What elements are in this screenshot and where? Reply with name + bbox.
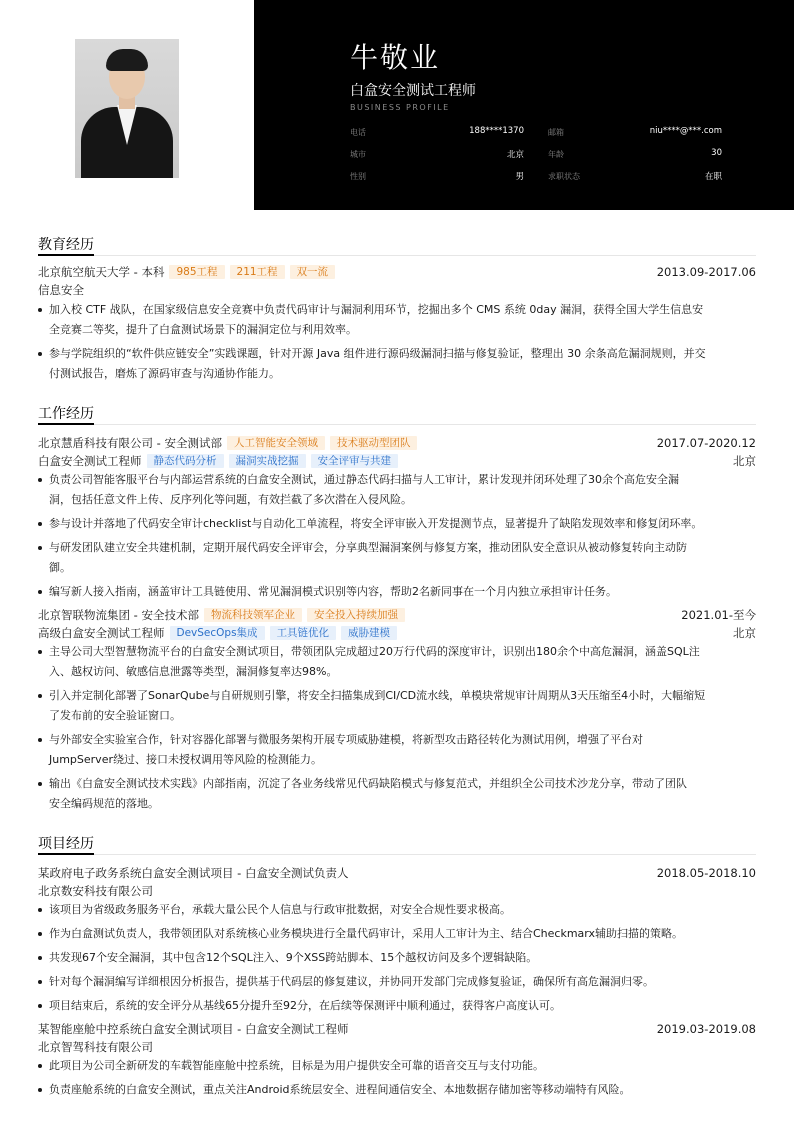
job-header [38, 607, 756, 623]
list-item-cont: JumpServer绕过、接口未授权调用等风险的检测能力。 [49, 753, 322, 766]
education-header [38, 264, 756, 280]
skill-tag: 漏洞实战挖掘 [229, 454, 306, 468]
list-item: 该项目为省级政务服务平台，承载大量公民个人信息与行政审批数据，对安全合规性要求极高。 [38, 900, 756, 920]
list-item: 输出《白盒安全测试技术实践》内部指南，沉淀了各业务线常见代码缺陷模式与修复范式，并组织全公司技术沙龙分享，带动了团队 [38, 774, 756, 794]
skill-tag: 工具链优化 [270, 626, 337, 640]
section-underline [38, 254, 94, 256]
project-org-row [38, 1039, 756, 1055]
skill-tag: 安全评审与共建 [311, 454, 399, 468]
job-position-row [38, 453, 756, 469]
company-name: 北京智联物流集团 - 安全技术部 [38, 608, 199, 622]
skill-tag: 威胁建模 [341, 626, 397, 640]
list-item: 作为白盒测试负责人，我带领团队对系统核心业务模块进行全量代码审计，采用人工审计为主、结合Checkmarx辅助扫描的策略。 [38, 924, 756, 944]
school-tag: 211工程 [230, 265, 285, 279]
list-item: 负责公司智能客服平台与内部运营系统的白盒安全测试，通过静态代码扫描与人工审计，累计发现并闭环处理了30余个高危安全漏 [38, 470, 756, 490]
list-item: 参与设计并落地了代码安全审计checklist与自动化工单流程，将安全评审嵌入开发提测节点，显著提升了缺陷发现效率和修复闭环率。 [38, 514, 756, 534]
project-date: 2018.05-2018.10 [656, 866, 756, 880]
phone-label: 电话 [350, 128, 366, 137]
list-item: 共发现67个安全漏洞，其中包含12个SQL注入、9个XSS跨站脚本、15个越权访问及多个逻辑缺陷。 [38, 948, 756, 968]
list-item: 主导公司大型智慧物流平台的白盒安全测试项目，带领团队完成超过20万行代码的深度审计，识别出180余个中高危漏洞，涵盖SQL注 [38, 642, 756, 662]
project-org-row [38, 883, 756, 899]
gender-label: 性别 [350, 172, 366, 181]
age-label: 年龄 [548, 150, 564, 159]
projects-title: 项目经历 [38, 836, 94, 852]
profile-photo [75, 39, 179, 178]
phone-value: 188****1370 [469, 126, 524, 136]
position-name: 白盒安全测试工程师 [38, 454, 142, 468]
company-tag: 技术驱动型团队 [330, 436, 418, 450]
list-item-cont: 安全编码规范的落地。 [49, 797, 159, 810]
project-header [38, 865, 756, 881]
school-name: 北京航空航天大学 - 本科 [38, 265, 165, 279]
school-tag: 双一流 [290, 265, 336, 279]
project-header [38, 1021, 756, 1037]
list-item: 负责座舱系统的白盒安全测试，重点关注Android系统层安全、进程间通信安全、本地数据存储加密等移动端特有风险。 [38, 1080, 756, 1100]
skill-tag: DevSecOps集成 [170, 626, 265, 640]
business-profile-label: BUSINESS PROFILE [350, 103, 450, 112]
list-item-cont: 付测试报告，磨炼了源码审查与沟通协作能力。 [49, 367, 280, 380]
job-date: 2017.07-2020.12 [656, 436, 756, 450]
section-underline [38, 853, 94, 855]
city-value: 北京 [506, 150, 524, 160]
project-org: 北京数安科技有限公司 [38, 884, 153, 898]
company-tag: 人工智能安全领域 [227, 436, 325, 450]
section-underline [38, 423, 94, 425]
job-header [38, 435, 756, 451]
list-item: 与研发团队建立安全共建机制，定期开展代码安全评审会，分享典型漏洞案例与修复方案，推动团队安全意识从被动修复转向主动防 [38, 538, 756, 558]
job-date: 2021.01-至今 [681, 608, 756, 622]
status-value: 在职 [704, 172, 722, 182]
company-tag: 物流科技领军企业 [204, 608, 302, 622]
list-item: 加入校 CTF 战队，在国家级信息安全竞赛中负责代码审计与漏洞利用环节，挖掘出多个 CMS 系统 0day 漏洞，获得全国大学生信息安 [38, 300, 756, 320]
city-label: 城市 [350, 150, 366, 159]
work-title: 工作经历 [38, 406, 94, 422]
list-item-cont: 御。 [49, 561, 71, 574]
project-name: 某政府电子政务系统白盒安全测试项目 - 白盒安全测试负责人 [38, 866, 349, 880]
school-tag: 985工程 [169, 265, 224, 279]
position-name: 高级白盒安全测试工程师 [38, 626, 165, 640]
education-major-row [38, 282, 756, 298]
list-item: 此项目为公司全新研发的车载智能座舱中控系统，目标是为用户提供安全可靠的语音交互与支付功能。 [38, 1056, 756, 1076]
job-position-row [38, 625, 756, 641]
section-divider [38, 854, 756, 855]
major: 信息安全 [38, 283, 84, 297]
education-date: 2013.09-2017.06 [656, 265, 756, 279]
list-item-cont: 洞，包括任意文件上传、反序列化等问题，有效拦截了多次潜在入侵风险。 [49, 493, 412, 506]
job-city: 北京 [733, 454, 756, 468]
list-item: 针对每个漏洞编写详细根因分析报告，提供基于代码层的修复建议，并协同开发部门完成修复验证，确保所有高危漏洞归零。 [38, 972, 756, 992]
email-label: 邮箱 [548, 128, 564, 137]
list-item: 与外部安全实验室合作，针对容器化部署与微服务架构开展专项威胁建模，将新型攻击路径转化为测试用例，增强了平台对 [38, 730, 756, 750]
job-city: 北京 [733, 626, 756, 640]
gender-value: 男 [515, 172, 524, 182]
company-tag: 安全投入持续加强 [307, 608, 405, 622]
status-label: 求职状态 [548, 172, 580, 181]
list-item: 引入并定制化部署了SonarQube与自研规则引擎，将安全扫描集成到CI/CD流水线，单模块常规审计周期从3天压缩至4小时，大幅缩短 [38, 686, 756, 706]
candidate-name: 牛敬业 [350, 41, 441, 74]
list-item-cont: 全竞赛二等奖，提升了白盒测试场景下的漏洞定位与利用效率。 [49, 323, 357, 336]
list-item: 参与学院组织的“软件供应链安全”实践课题，针对开源 Java 组件进行源码级漏洞扫描与修复验证，整理出 30 余条高危漏洞规则，并交 [38, 344, 756, 364]
project-name: 某智能座舱中控系统白盒安全测试项目 - 白盒安全测试工程师 [38, 1022, 349, 1036]
section-divider [38, 255, 756, 256]
age-value: 30 [711, 148, 722, 158]
list-item-cont: 入、越权访问、敏感信息泄露等类型，漏洞修复率达98%。 [49, 665, 338, 678]
project-date: 2019.03-2019.08 [656, 1022, 756, 1036]
list-item-cont: 了发布前的安全验证窗口。 [49, 709, 181, 722]
company-name: 北京慧盾科技有限公司 - 安全测试部 [38, 436, 222, 450]
section-divider [38, 424, 756, 425]
list-item: 项目结束后，系统的安全评分从基线65分提升至92分，在后续等保测评中顺利通过，获得客户高度认可。 [38, 996, 756, 1016]
skill-tag: 静态代码分析 [147, 454, 224, 468]
education-title: 教育经历 [38, 237, 94, 253]
candidate-role: 白盒安全测试工程师 [350, 83, 476, 99]
list-item: 编写新人接入指南，涵盖审计工具链使用、常见漏洞模式识别等内容，帮助2名新同事在一个月内独立承担审计任务。 [38, 582, 756, 602]
project-org: 北京智驾科技有限公司 [38, 1040, 153, 1054]
email-value: niu****@***.com [649, 126, 722, 136]
